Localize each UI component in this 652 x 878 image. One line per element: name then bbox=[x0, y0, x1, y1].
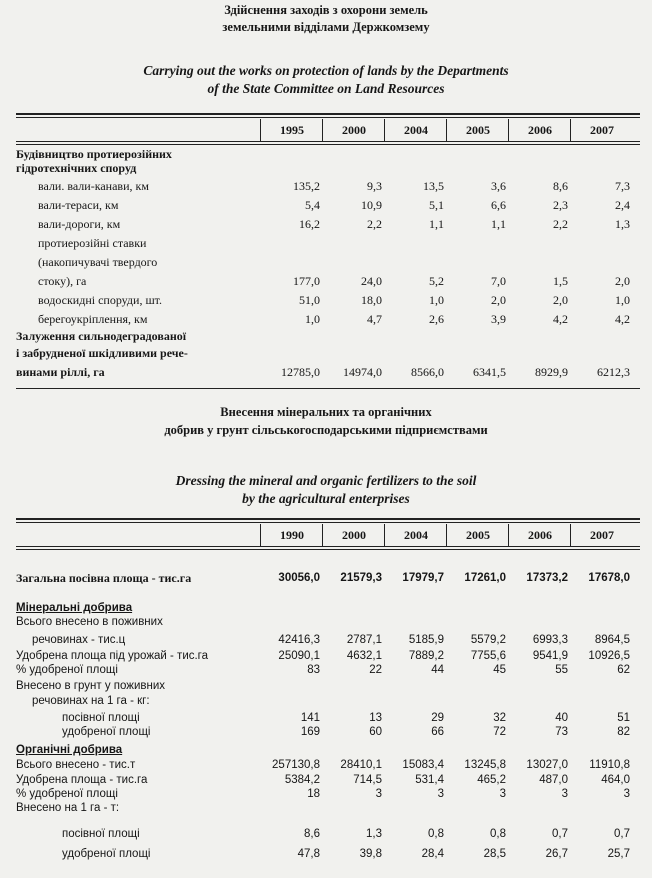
row-label: Залуження сильнодеградованої bbox=[16, 329, 187, 343]
table-cell: 2,4 bbox=[615, 198, 630, 212]
table-cell: 9,3 bbox=[367, 179, 382, 193]
row-label: посівної площі bbox=[62, 712, 140, 724]
row-label: Загальна посівна площа - тис.га bbox=[16, 571, 192, 585]
table-cell: 0,8 bbox=[490, 828, 506, 840]
row-label: речовинах на 1 га - кг: bbox=[32, 695, 150, 707]
table-cell: 0,8 bbox=[428, 828, 444, 840]
table-cell: 5,4 bbox=[305, 198, 320, 212]
section1-title-ua-line1: Здійснення заходів з охорони земель bbox=[224, 3, 428, 17]
row-label: гідротехнічних споруд bbox=[16, 161, 137, 175]
table-cell: 6341,5 bbox=[473, 365, 506, 379]
section2-title-en-line1: Dressing the mineral and organic fertilizers to the soil bbox=[175, 473, 477, 488]
table-cell: 4,2 bbox=[553, 312, 568, 326]
section1-title-en-line1: Carrying out the works on protection of lands by the Departments bbox=[143, 63, 509, 78]
table-cell: 25090,1 bbox=[278, 650, 320, 662]
table-cell: 13027,0 bbox=[526, 759, 568, 771]
table-cell: 17373,2 bbox=[526, 572, 568, 584]
table-cell: 18,0 bbox=[361, 293, 382, 307]
table-row bbox=[16, 570, 640, 586]
table-row bbox=[16, 693, 640, 709]
table-cell: 5384,2 bbox=[284, 774, 320, 786]
table-cell: 13,5 bbox=[423, 179, 444, 193]
table-cell: 3 bbox=[623, 788, 630, 800]
table-cell: 0,7 bbox=[614, 828, 630, 840]
table-cell: 8566,0 bbox=[411, 365, 444, 379]
table-top-rule-inner bbox=[16, 522, 640, 523]
section2-title-ua-line2: добрив у грунт сільськогосподарськими підприємствами bbox=[164, 423, 488, 437]
year-header-2006: 2006 bbox=[508, 524, 571, 546]
table-cell: 8,6 bbox=[553, 179, 568, 193]
table-cell: 6,6 bbox=[491, 198, 506, 212]
row-label: вали-тераси, км bbox=[38, 198, 119, 212]
row-label: вали-дороги, км bbox=[38, 217, 121, 231]
table-cell: 26,7 bbox=[545, 848, 568, 860]
year-header-2004: 2004 bbox=[384, 524, 447, 546]
row-label: берегоукріплення, км bbox=[38, 312, 148, 326]
table-cell: 2,3 bbox=[553, 198, 568, 212]
table-cell: 12785,0 bbox=[281, 365, 320, 379]
table-row bbox=[16, 826, 640, 842]
row-label: посівної площі bbox=[62, 828, 140, 840]
table-cell: 10,9 bbox=[361, 198, 382, 212]
section1-title-en-line2: of the State Committee on Land Resources bbox=[207, 81, 445, 96]
table-cell: 2,0 bbox=[553, 293, 568, 307]
row-label: Всього внесено в поживних bbox=[16, 616, 163, 628]
table-cell: 39,8 bbox=[359, 848, 382, 860]
table-cell: 10926,5 bbox=[588, 650, 630, 662]
table-cell: 16,2 bbox=[299, 217, 320, 231]
table-row bbox=[16, 197, 640, 213]
table-cell: 464,0 bbox=[601, 774, 630, 786]
table-row bbox=[16, 742, 640, 758]
table-cell: 7889,2 bbox=[408, 650, 444, 662]
table-cell: 9541,9 bbox=[532, 650, 568, 662]
table-cell: 7755,6 bbox=[470, 650, 506, 662]
table-row bbox=[16, 160, 640, 176]
table-row bbox=[16, 364, 640, 380]
row-label: і забрудненої шкідливими рече- bbox=[16, 346, 188, 360]
table-cell: 4,2 bbox=[615, 312, 630, 326]
row-label: Будівництво протиерозійних bbox=[16, 147, 172, 161]
table-cell: 73 bbox=[555, 726, 568, 738]
table-row bbox=[16, 328, 640, 344]
table-header-row bbox=[16, 524, 640, 546]
table-cell: 3,9 bbox=[491, 312, 506, 326]
row-label: удобреної площі bbox=[62, 848, 151, 860]
row-label: удобреної площі bbox=[62, 726, 151, 738]
table-cell: 51,0 bbox=[299, 293, 320, 307]
year-header-2004: 2004 bbox=[384, 119, 447, 141]
year-header-1990: 1990 bbox=[260, 524, 323, 546]
table-cell: 4,7 bbox=[367, 312, 382, 326]
table-cell: 28410,1 bbox=[340, 759, 382, 771]
table-cell: 28,4 bbox=[421, 848, 444, 860]
table-cell: 1,0 bbox=[615, 293, 630, 307]
row-label: (накопичувачі твердого bbox=[38, 255, 158, 269]
row-label: Мінеральні добрива bbox=[16, 602, 133, 614]
table-cell: 17678,0 bbox=[588, 572, 630, 584]
table-cell: 44 bbox=[431, 664, 444, 676]
table-row bbox=[16, 292, 640, 308]
table-cell: 2787,1 bbox=[346, 634, 382, 646]
row-label: Внесено в грунт у поживних bbox=[16, 680, 166, 692]
row-label: Удобрена площа під урожай - тис.га bbox=[16, 650, 209, 662]
table-cell: 531,4 bbox=[415, 774, 444, 786]
table-cell: 177,0 bbox=[293, 274, 320, 288]
year-header-2005: 2005 bbox=[446, 524, 509, 546]
table-cell: 82 bbox=[617, 726, 630, 738]
table-row bbox=[16, 724, 640, 740]
table-row bbox=[16, 273, 640, 289]
table-top-rule-inner bbox=[16, 117, 640, 118]
table-cell: 62 bbox=[617, 664, 630, 676]
table-cell: 8,6 bbox=[304, 828, 320, 840]
table-cell: 1,3 bbox=[366, 828, 382, 840]
table-cell: 6993,3 bbox=[532, 634, 568, 646]
table-cell: 135,2 bbox=[293, 179, 320, 193]
table-cell: 13 bbox=[369, 712, 382, 724]
row-label: вали. вали-канави, км bbox=[38, 179, 149, 193]
year-header-2007: 2007 bbox=[570, 524, 633, 546]
table-cell: 15083,4 bbox=[402, 759, 444, 771]
table-cell: 5,2 bbox=[429, 274, 444, 288]
table-row bbox=[16, 178, 640, 194]
table-cell: 6212,3 bbox=[597, 365, 630, 379]
table-row bbox=[16, 632, 640, 648]
table-bottom-rule bbox=[16, 388, 640, 389]
section2-title-ua-line1: Внесення мінеральних та органічних bbox=[220, 405, 432, 419]
table-top-rule bbox=[16, 518, 640, 520]
table-top-rule bbox=[16, 113, 640, 115]
table-cell: 28,5 bbox=[483, 848, 506, 860]
table-cell: 5579,2 bbox=[470, 634, 506, 646]
table-row bbox=[16, 216, 640, 232]
table-cell: 18 bbox=[307, 788, 320, 800]
table-cell: 5,1 bbox=[429, 198, 444, 212]
year-header-2006: 2006 bbox=[508, 119, 571, 141]
table-cell: 141 bbox=[300, 712, 320, 724]
table-cell: 8964,5 bbox=[594, 634, 630, 646]
row-label: речовинах - тис.ц bbox=[32, 634, 126, 646]
table-cell: 24,0 bbox=[361, 274, 382, 288]
table-cell: 17979,7 bbox=[402, 572, 444, 584]
table-cell: 1,3 bbox=[615, 217, 630, 231]
table-cell: 2,2 bbox=[367, 217, 382, 231]
table-header-rule bbox=[16, 141, 640, 142]
table-cell: 25,7 bbox=[607, 848, 630, 860]
table-cell: 465,2 bbox=[477, 774, 506, 786]
table-cell: 5185,9 bbox=[408, 634, 444, 646]
table-cell: 60 bbox=[369, 726, 382, 738]
table-cell: 45 bbox=[493, 664, 506, 676]
table-cell: 1,0 bbox=[305, 312, 320, 326]
table-cell: 11910,8 bbox=[589, 759, 630, 771]
table-cell: 83 bbox=[307, 664, 320, 676]
table-cell: 2,6 bbox=[429, 312, 444, 326]
table-row bbox=[16, 757, 640, 773]
table-cell: 4632,1 bbox=[346, 650, 382, 662]
table-cell: 3,6 bbox=[491, 179, 506, 193]
row-label: % удобреної площі bbox=[16, 664, 118, 676]
table-cell: 30056,0 bbox=[278, 572, 320, 584]
table-cell: 3 bbox=[437, 788, 444, 800]
table-cell: 42416,3 bbox=[278, 634, 320, 646]
table-cell: 72 bbox=[493, 726, 506, 738]
row-label: % удобреної площі bbox=[16, 788, 118, 800]
year-header-2005: 2005 bbox=[446, 119, 509, 141]
table-cell: 3 bbox=[375, 788, 382, 800]
table-row bbox=[16, 345, 640, 361]
table-cell: 2,0 bbox=[615, 274, 630, 288]
table-row bbox=[16, 678, 640, 694]
table-row bbox=[16, 235, 640, 251]
table-cell: 3 bbox=[499, 788, 506, 800]
row-label: Удобрена площа - тис.га bbox=[16, 774, 148, 786]
table-row bbox=[16, 846, 640, 862]
table-cell: 2,2 bbox=[553, 217, 568, 231]
row-label: Внесено на 1 га - т: bbox=[16, 802, 120, 814]
table-header-rule-inner bbox=[16, 549, 640, 550]
row-label: водоскидні споруди, шт. bbox=[38, 293, 163, 307]
table-cell: 487,0 bbox=[539, 774, 568, 786]
section1-title-ua-line2: земельними відділами Держкомзему bbox=[222, 20, 430, 34]
table-cell: 17261,0 bbox=[464, 572, 506, 584]
row-label: Органічні добрива bbox=[16, 744, 123, 756]
table-cell: 8929,9 bbox=[535, 365, 568, 379]
year-header-2000: 2000 bbox=[322, 524, 385, 546]
table-cell: 0,7 bbox=[552, 828, 568, 840]
table-cell: 40 bbox=[555, 712, 568, 724]
row-label: Всього внесено - тис.т bbox=[16, 759, 136, 771]
table-row bbox=[16, 254, 640, 270]
table-row bbox=[16, 614, 640, 630]
table-cell: 1,5 bbox=[553, 274, 568, 288]
section2-title-en-line2: by the agricultural enterprises bbox=[242, 491, 410, 506]
table-cell: 169 bbox=[300, 726, 320, 738]
table-cell: 13245,8 bbox=[464, 759, 506, 771]
table-header-rule bbox=[16, 546, 640, 547]
row-label: винами ріллі, га bbox=[16, 365, 105, 379]
table-cell: 257130,8 bbox=[272, 759, 320, 771]
table-cell: 32 bbox=[493, 712, 506, 724]
table-row bbox=[16, 800, 640, 816]
table-cell: 47,8 bbox=[297, 848, 320, 860]
table-cell: 29 bbox=[431, 712, 444, 724]
table-cell: 55 bbox=[555, 664, 568, 676]
table-cell: 66 bbox=[431, 726, 444, 738]
table-cell: 7,0 bbox=[491, 274, 506, 288]
table-cell: 3 bbox=[561, 788, 568, 800]
table-cell: 1,0 bbox=[429, 293, 444, 307]
table-cell: 1,1 bbox=[429, 217, 444, 231]
table-header-row bbox=[16, 119, 640, 141]
year-header-1995: 1995 bbox=[260, 119, 323, 141]
row-label: протиерозійні ставки bbox=[38, 236, 147, 250]
table-cell: 22 bbox=[369, 664, 382, 676]
row-label: стоку), га bbox=[38, 274, 87, 288]
table-header-rule-inner bbox=[16, 144, 640, 145]
table-row bbox=[16, 311, 640, 327]
table-cell: 14974,0 bbox=[343, 365, 382, 379]
year-header-2007: 2007 bbox=[570, 119, 633, 141]
table-cell: 21579,3 bbox=[340, 572, 382, 584]
table-cell: 51 bbox=[617, 712, 630, 724]
table-cell: 714,5 bbox=[353, 774, 382, 786]
table-cell: 2,0 bbox=[491, 293, 506, 307]
year-header-2000: 2000 bbox=[322, 119, 385, 141]
table-cell: 1,1 bbox=[491, 217, 506, 231]
table-cell: 7,3 bbox=[615, 179, 630, 193]
table-row bbox=[16, 662, 640, 678]
